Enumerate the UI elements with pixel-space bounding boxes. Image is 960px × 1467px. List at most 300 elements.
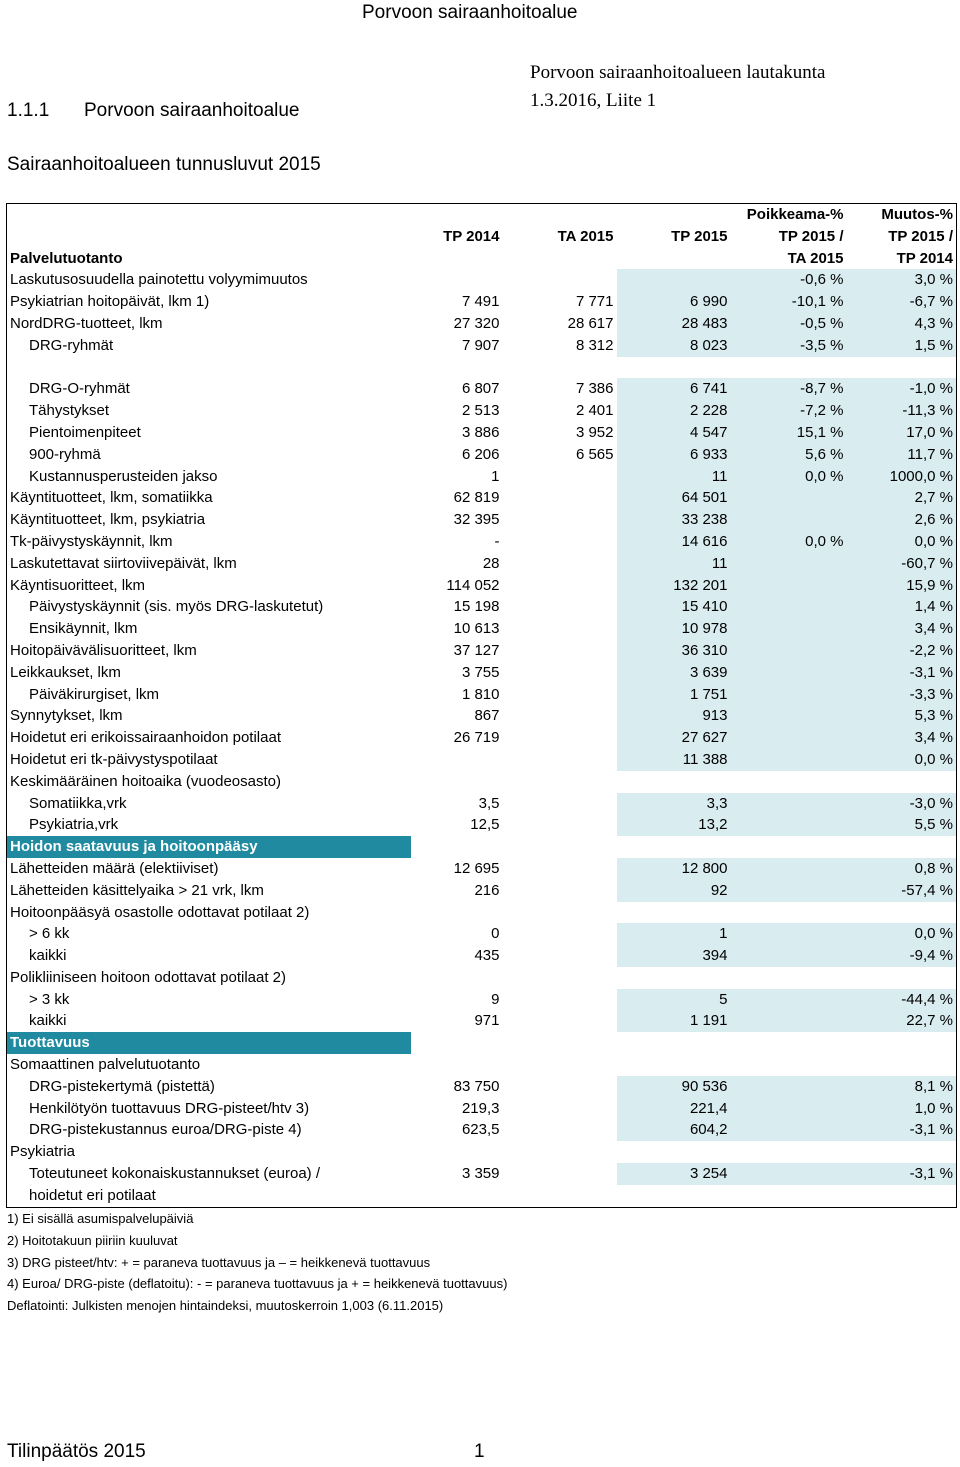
cell-muut: 11,7 % xyxy=(847,444,957,466)
cell-muut: 22,7 % xyxy=(847,1010,957,1032)
cell-ta15 xyxy=(503,509,617,531)
row-label: Päiväkirurgiset, lkm xyxy=(7,684,411,706)
table-row xyxy=(7,335,957,357)
cell-ta15 xyxy=(503,727,617,749)
cell-poik xyxy=(731,1119,847,1141)
cell-muut: -9,4 % xyxy=(847,945,957,967)
table-row xyxy=(7,1163,957,1185)
row-label: NordDRG-tuotteet, lkm xyxy=(7,313,411,335)
row-label: > 6 kk xyxy=(7,923,411,945)
cell-tp14: 28 xyxy=(482,554,500,572)
row-label: Ensikäynnit, lkm xyxy=(7,618,411,640)
cell-ta15 xyxy=(503,814,617,836)
table-row xyxy=(7,945,957,967)
cell-muut xyxy=(847,771,957,793)
cell-ta15 xyxy=(503,1119,617,1141)
row-label: Psykiatria,vrk xyxy=(7,814,411,836)
header-empty xyxy=(617,248,731,270)
cell-tp14: 3 886 xyxy=(461,423,500,441)
empty-cell xyxy=(411,836,503,858)
row-label: Kustannusperusteiden jakso xyxy=(7,466,411,488)
spacer-cell xyxy=(617,357,731,379)
table-row xyxy=(7,1141,957,1163)
row-label: kaikki xyxy=(7,1010,411,1032)
cell-tp15: 12 800 xyxy=(617,858,731,880)
cell-tp15: 6 990 xyxy=(617,291,731,313)
empty-cell xyxy=(847,1032,957,1054)
cell-tp14 xyxy=(411,1141,503,1163)
footnote: 4) Euroa/ DRG-piste (deflatoitu): - = paraneva tuottavuus ja + = heikkenevä tuottavuus) xyxy=(7,1276,508,1292)
cell-tp14: 12 695 xyxy=(453,859,500,877)
cell-tp15: 64 501 xyxy=(617,487,731,509)
cell-muut: 3,0 % xyxy=(847,269,957,291)
document-header: Porvoon sairaanhoitoalue xyxy=(362,2,578,23)
cell-muut: 0,0 % xyxy=(847,749,957,771)
table-row xyxy=(7,531,957,553)
row-label: Käyntituotteet, lkm, somatiikka xyxy=(7,487,411,509)
cell-muut: 15,9 % xyxy=(847,575,957,597)
section-banner-row xyxy=(7,836,957,858)
cell-tp15: 8 023 xyxy=(617,335,731,357)
cell-ta15: 7 386 xyxy=(575,380,614,398)
cell-muut: 2,7 % xyxy=(847,487,957,509)
table-row xyxy=(7,400,957,422)
cell-tp14 xyxy=(411,1054,503,1076)
cell-poik xyxy=(731,684,847,706)
cell-ta15: 6 565 xyxy=(575,445,614,463)
cell-tp15: 394 xyxy=(617,945,731,967)
row-label: Psykiatria xyxy=(7,1141,411,1163)
col-header-muutos: Muutos-% xyxy=(847,204,957,226)
cell-poik xyxy=(731,967,847,989)
table-row xyxy=(7,269,957,291)
cell-poik: 15,1 % xyxy=(731,422,847,444)
table-row xyxy=(7,1054,957,1076)
cell-tp14: 216 xyxy=(474,881,500,899)
table-row xyxy=(7,596,957,618)
cell-tp14: 971 xyxy=(474,1012,500,1030)
cell-ta15 xyxy=(503,705,617,727)
header-row-3 xyxy=(7,248,957,270)
cell-tp15 xyxy=(617,1185,731,1207)
cell-tp14: 3 359 xyxy=(461,1165,500,1183)
cell-poik: 5,6 % xyxy=(731,444,847,466)
cell-tp14: 623,5 xyxy=(461,1121,500,1139)
cell-tp14: 1 xyxy=(491,467,500,485)
cell-tp14 xyxy=(411,902,503,924)
empty-cell xyxy=(617,836,731,858)
header-empty xyxy=(503,204,617,226)
cell-muut: 0,0 % xyxy=(847,923,957,945)
cell-muut: -2,2 % xyxy=(847,640,957,662)
cell-tp15: 3 639 xyxy=(617,662,731,684)
cell-tp14: 867 xyxy=(474,707,500,725)
table-row xyxy=(7,923,957,945)
row-label: DRG-pistekertymä (pistettä) xyxy=(7,1076,411,1098)
empty-cell xyxy=(617,1032,731,1054)
cell-poik xyxy=(731,1185,847,1207)
row-label: Polikliiniseen hoitoon odottavat potilaat 2) xyxy=(7,967,411,989)
cell-tp15 xyxy=(617,1054,731,1076)
cell-tp15: 11 388 xyxy=(617,749,731,771)
row-label: Toteutuneet kokonaiskustannukset (euroa) / xyxy=(7,1163,411,1185)
cell-muut: 1,4 % xyxy=(847,596,957,618)
col-header-label: Palvelutuotanto xyxy=(7,248,411,270)
table-row xyxy=(7,313,957,335)
cell-tp14: 6 807 xyxy=(461,380,500,398)
footnote: Deflatointi: Julkisten menojen hintaindeksi, muutoskerroin 1,003 (6.11.2015) xyxy=(7,1298,444,1314)
cell-tp15 xyxy=(617,1141,731,1163)
empty-cell xyxy=(503,1032,617,1054)
cell-ta15 xyxy=(503,662,617,684)
footnote: 2) Hoitotakuun piiriin kuuluvat xyxy=(7,1232,178,1248)
cell-tp15: 1 751 xyxy=(617,684,731,706)
cell-muut: -44,4 % xyxy=(847,989,957,1011)
cell-tp14: 2 513 xyxy=(461,402,500,420)
cell-tp15: 13,2 xyxy=(617,814,731,836)
row-label: Lähetteiden määrä (elektiiviset) xyxy=(7,858,411,880)
cell-tp14: - xyxy=(494,532,500,550)
table-row xyxy=(7,1010,957,1032)
table-row xyxy=(7,705,957,727)
cell-poik xyxy=(731,902,847,924)
row-label: DRG-ryhmät xyxy=(7,335,411,357)
cell-tp15: 92 xyxy=(617,880,731,902)
table-row xyxy=(7,378,957,400)
row-label: Hoitopäivävälisuoritteet, lkm xyxy=(7,640,411,662)
cell-tp14: 219,3 xyxy=(461,1099,500,1117)
cell-muut xyxy=(847,902,957,924)
cell-ta15 xyxy=(503,989,617,1011)
cell-poik xyxy=(731,814,847,836)
cell-ta15 xyxy=(503,967,617,989)
cell-ta15 xyxy=(503,1010,617,1032)
cell-poik xyxy=(731,1098,847,1120)
cell-poik: -8,7 % xyxy=(731,378,847,400)
cell-muut: -57,4 % xyxy=(847,880,957,902)
cell-poik xyxy=(731,989,847,1011)
cell-poik xyxy=(731,945,847,967)
cell-tp15: 90 536 xyxy=(617,1076,731,1098)
footnotes xyxy=(7,1208,507,1317)
cell-tp14: 9 xyxy=(491,990,500,1008)
spacer-row xyxy=(7,357,957,379)
section-title: Porvoon sairaanhoitoalue xyxy=(84,100,300,121)
table-row xyxy=(7,618,957,640)
header-empty xyxy=(617,204,731,226)
cell-ta15 xyxy=(503,575,617,597)
section-banner: Hoidon saatavuus ja hoitoonpääsy xyxy=(7,836,411,858)
section-banner: Tuottavuus xyxy=(7,1032,411,1054)
cell-poik: -3,5 % xyxy=(731,335,847,357)
cell-muut: -3,3 % xyxy=(847,684,957,706)
table-row xyxy=(7,444,957,466)
cell-poik xyxy=(731,749,847,771)
header-row-1 xyxy=(7,204,957,226)
cell-ta15 xyxy=(503,596,617,618)
footnote: 1) Ei sisällä asumispalvelupäiviä xyxy=(7,1211,194,1226)
cell-ta15 xyxy=(503,640,617,662)
cell-muut: 5,3 % xyxy=(847,705,957,727)
cell-muut: 1,5 % xyxy=(847,335,957,357)
header-empty xyxy=(7,226,411,248)
cell-muut: 1000,0 % xyxy=(847,466,957,488)
cell-ta15 xyxy=(503,553,617,575)
cell-poik xyxy=(731,1141,847,1163)
row-label: Keskimääräinen hoitoaika (vuodeosasto) xyxy=(7,771,411,793)
cell-tp14: 12,5 xyxy=(470,816,500,834)
col-header-muutos-sub: TP 2015 / xyxy=(847,226,957,248)
cell-tp15 xyxy=(617,967,731,989)
row-label: Psykiatrian hoitopäivät, lkm 1) xyxy=(7,291,411,313)
cell-tp14: 1 810 xyxy=(461,685,500,703)
cell-ta15 xyxy=(503,923,617,945)
table-row xyxy=(7,1076,957,1098)
cell-tp15: 15 410 xyxy=(617,596,731,618)
cell-tp15: 913 xyxy=(617,705,731,727)
row-label: DRG-O-ryhmät xyxy=(7,378,411,400)
spacer-cell xyxy=(411,357,503,379)
cell-ta15 xyxy=(503,487,617,509)
row-label: Tähystykset xyxy=(7,400,411,422)
cell-tp14: 26 719 xyxy=(453,729,500,747)
cell-tp15: 221,4 xyxy=(617,1098,731,1120)
empty-cell xyxy=(503,836,617,858)
header-empty xyxy=(503,248,617,270)
cell-ta15 xyxy=(503,902,617,924)
table-row xyxy=(7,793,957,815)
row-label: Päivystyskäynnit (sis. myös DRG-laskutetut) xyxy=(7,596,411,618)
cell-poik: 0,0 % xyxy=(731,531,847,553)
cell-poik xyxy=(731,858,847,880)
cell-poik: -0,5 % xyxy=(731,313,847,335)
cell-tp14: 32 395 xyxy=(453,511,500,529)
table-row xyxy=(7,967,957,989)
cell-muut: -3,1 % xyxy=(847,1119,957,1141)
section-number: 1.1.1 xyxy=(7,100,50,121)
cell-ta15 xyxy=(503,880,617,902)
cell-ta15 xyxy=(503,1163,617,1185)
table-row xyxy=(7,1098,957,1120)
cell-tp14: 62 819 xyxy=(453,489,500,507)
cell-tp15: 3,3 xyxy=(617,793,731,815)
table-body xyxy=(7,204,957,1208)
cell-muut: 17,0 % xyxy=(847,422,957,444)
cell-poik xyxy=(731,618,847,640)
cell-ta15 xyxy=(503,1054,617,1076)
cell-ta15 xyxy=(503,531,617,553)
table-row xyxy=(7,880,957,902)
cell-ta15 xyxy=(503,1076,617,1098)
cell-muut: 5,5 % xyxy=(847,814,957,836)
cell-tp14 xyxy=(411,269,503,291)
cell-tp15: 2 228 xyxy=(617,400,731,422)
table-row xyxy=(7,749,957,771)
cell-ta15 xyxy=(503,466,617,488)
org-line: Porvoon sairaanhoitoalueen lautakunta xyxy=(530,62,826,83)
empty-cell xyxy=(731,836,847,858)
col-header-tp2015: TP 2015 xyxy=(671,227,728,245)
cell-ta15: 28 617 xyxy=(567,314,614,332)
cell-tp14: 3 755 xyxy=(461,663,500,681)
row-label: Somatiikka,vrk xyxy=(7,793,411,815)
empty-cell xyxy=(731,1032,847,1054)
table-row xyxy=(7,771,957,793)
cell-muut: 4,3 % xyxy=(847,313,957,335)
cell-poik xyxy=(731,1054,847,1076)
col-header-poikkeama-sub: TP 2015 / xyxy=(778,227,844,245)
col-header-poikkeama-base: TA 2015 xyxy=(787,249,844,267)
key-figures-table xyxy=(6,203,957,1208)
table-row xyxy=(7,902,957,924)
row-label: Pientoimenpiteet xyxy=(7,422,411,444)
cell-poik xyxy=(731,575,847,597)
cell-poik xyxy=(731,923,847,945)
cell-ta15 xyxy=(503,771,617,793)
page-subtitle: Sairaanhoitoalueen tunnusluvut 2015 xyxy=(7,154,321,175)
cell-tp14: 7 907 xyxy=(461,336,500,354)
header-empty xyxy=(411,204,503,226)
cell-ta15: 2 401 xyxy=(575,402,614,420)
cell-muut: -3,1 % xyxy=(847,662,957,684)
cell-tp14: 83 750 xyxy=(453,1077,500,1095)
cell-tp14: 435 xyxy=(474,947,500,965)
cell-poik: -7,2 % xyxy=(731,400,847,422)
footer-title: Tilinpäätös 2015 xyxy=(7,1441,146,1462)
cell-muut: 8,1 % xyxy=(847,1076,957,1098)
cell-muut: 1,0 % xyxy=(847,1098,957,1120)
table-row xyxy=(7,989,957,1011)
spacer-cell xyxy=(847,357,957,379)
row-label: hoidetut eri potilaat xyxy=(7,1185,411,1207)
cell-ta15 xyxy=(503,618,617,640)
table-row xyxy=(7,1185,957,1207)
cell-tp15 xyxy=(617,902,731,924)
cell-tp14: 10 613 xyxy=(453,620,500,638)
cell-poik xyxy=(731,793,847,815)
col-header-ta2015: TA 2015 xyxy=(557,227,614,245)
cell-poik xyxy=(731,771,847,793)
table-row xyxy=(7,466,957,488)
cell-poik: -0,6 % xyxy=(731,269,847,291)
row-label: Leikkaukset, lkm xyxy=(7,662,411,684)
cell-tp14: 3,5 xyxy=(478,794,500,812)
cell-tp15: 14 616 xyxy=(617,531,731,553)
cell-tp15: 4 547 xyxy=(617,422,731,444)
cell-ta15 xyxy=(503,1141,617,1163)
table-row xyxy=(7,858,957,880)
table-row xyxy=(7,509,957,531)
cell-tp15: 10 978 xyxy=(617,618,731,640)
table-row xyxy=(7,487,957,509)
table-row xyxy=(7,291,957,313)
cell-ta15 xyxy=(503,684,617,706)
cell-muut: -1,0 % xyxy=(847,378,957,400)
cell-ta15 xyxy=(503,945,617,967)
cell-tp14: 7 491 xyxy=(461,293,500,311)
row-label: > 3 kk xyxy=(7,989,411,1011)
cell-tp15: 1 191 xyxy=(617,1010,731,1032)
cell-poik xyxy=(731,727,847,749)
cell-poik xyxy=(731,640,847,662)
header-empty xyxy=(7,204,411,226)
row-label: Hoidetut eri erikoissairaanhoidon potilaat xyxy=(7,727,411,749)
cell-tp15: 36 310 xyxy=(617,640,731,662)
cell-muut: -6,7 % xyxy=(847,291,957,313)
header-empty xyxy=(411,248,503,270)
cell-tp15 xyxy=(617,771,731,793)
spacer-cell xyxy=(7,357,411,379)
empty-cell xyxy=(847,836,957,858)
table-row xyxy=(7,422,957,444)
table-row xyxy=(7,640,957,662)
row-label: Käyntisuoritteet, lkm xyxy=(7,575,411,597)
cell-tp15: 5 xyxy=(617,989,731,1011)
cell-tp14: 114 052 xyxy=(446,576,500,594)
table-row xyxy=(7,575,957,597)
cell-tp15: 604,2 xyxy=(617,1119,731,1141)
date-line: 1.3.2016, Liite 1 xyxy=(530,90,657,111)
row-label: Käyntituotteet, lkm, psykiatria xyxy=(7,509,411,531)
cell-tp14: 15 198 xyxy=(453,598,500,616)
cell-muut xyxy=(847,967,957,989)
empty-cell xyxy=(411,1032,503,1054)
header-row-2 xyxy=(7,226,957,248)
table-row xyxy=(7,553,957,575)
cell-poik xyxy=(731,553,847,575)
cell-tp15: 11 xyxy=(617,466,731,488)
cell-muut xyxy=(847,1185,957,1207)
row-label: Somaattinen palvelutuotanto xyxy=(7,1054,411,1076)
cell-muut: 3,4 % xyxy=(847,727,957,749)
cell-tp15: 1 xyxy=(617,923,731,945)
table-row xyxy=(7,727,957,749)
section-banner-row xyxy=(7,1032,957,1054)
spacer-cell xyxy=(503,357,617,379)
table-row xyxy=(7,684,957,706)
cell-poik: -10,1 % xyxy=(731,291,847,313)
cell-tp15: 132 201 xyxy=(617,575,731,597)
col-header-muutos-base: TP 2014 xyxy=(847,248,957,270)
cell-ta15 xyxy=(503,749,617,771)
cell-ta15: 8 312 xyxy=(575,336,614,354)
cell-tp15: 11 xyxy=(617,553,731,575)
row-label: Tk-päivystyskäynnit, lkm xyxy=(7,531,411,553)
cell-ta15 xyxy=(503,793,617,815)
cell-poik xyxy=(731,880,847,902)
cell-tp14 xyxy=(411,967,503,989)
cell-tp15: 6 933 xyxy=(617,444,731,466)
cell-ta15: 3 952 xyxy=(575,423,614,441)
footnote: 3) DRG pisteet/htv: + = paraneva tuottavuus ja – = heikkenevä tuottavuus xyxy=(7,1254,431,1270)
cell-ta15 xyxy=(503,1185,617,1207)
cell-muut: -3,1 % xyxy=(847,1163,957,1185)
cell-muut: -3,0 % xyxy=(847,793,957,815)
page-number: 1 xyxy=(474,1441,485,1462)
cell-tp15: 27 627 xyxy=(617,727,731,749)
col-header-poikkeama: Poikkeama-% xyxy=(731,204,847,226)
cell-tp15: 28 483 xyxy=(617,313,731,335)
row-label: DRG-pistekustannus euroa/DRG-piste 4) xyxy=(7,1119,411,1141)
cell-ta15 xyxy=(503,269,617,291)
row-label: Laskutettavat siirtoviivepäivät, lkm xyxy=(7,553,411,575)
cell-tp14 xyxy=(411,749,503,771)
cell-poik xyxy=(731,509,847,531)
cell-tp15: 6 741 xyxy=(617,378,731,400)
cell-tp14 xyxy=(411,771,503,793)
row-label: Hoidetut eri tk-päivystyspotilaat xyxy=(7,749,411,771)
cell-tp14: 27 320 xyxy=(453,314,500,332)
